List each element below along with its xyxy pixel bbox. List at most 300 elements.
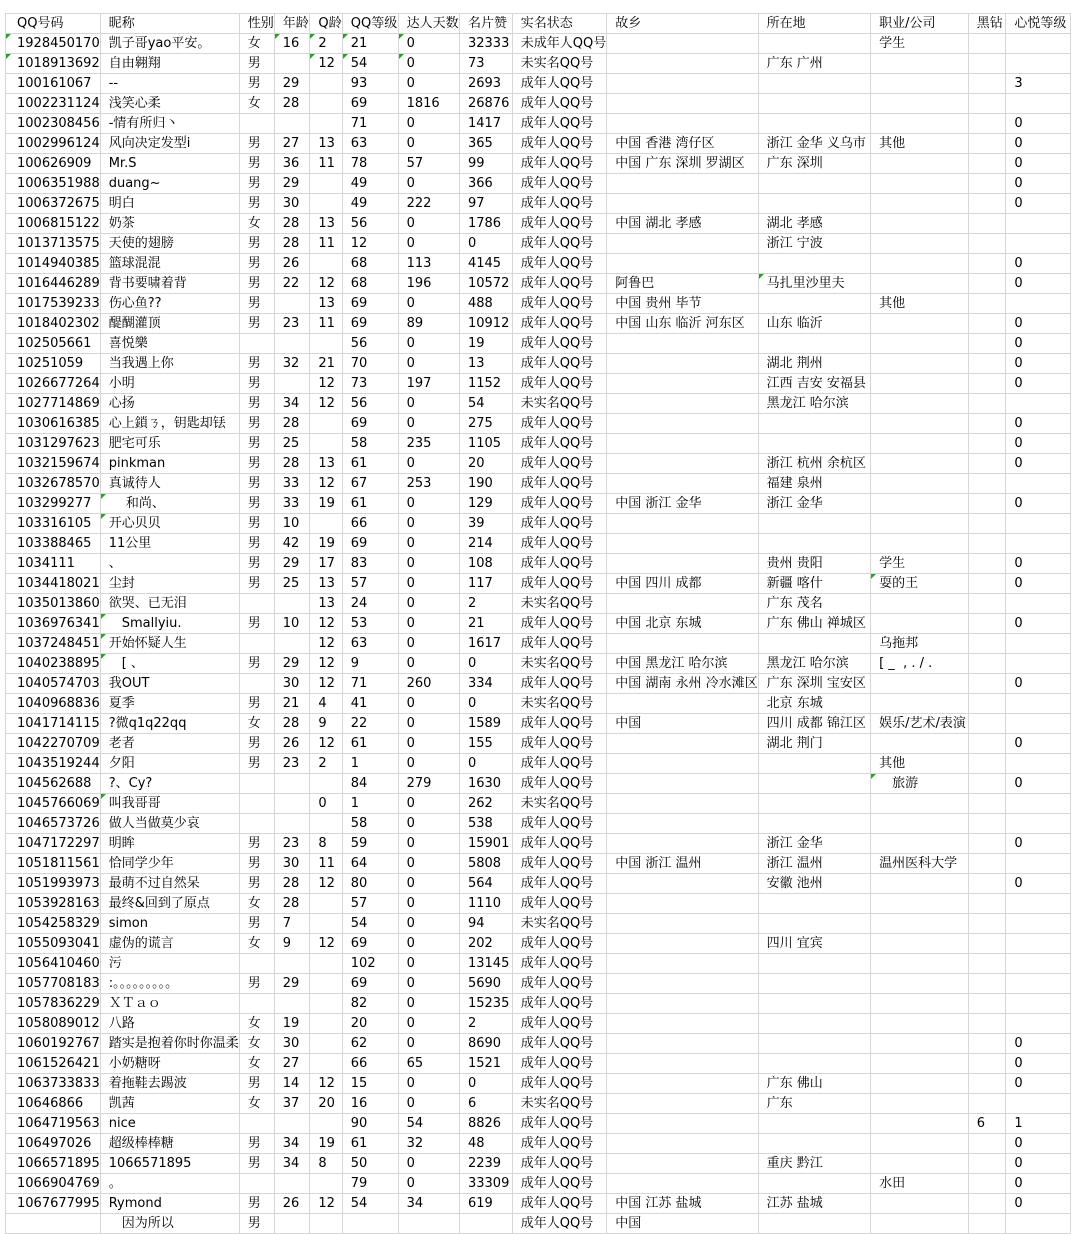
cell-gender[interactable]: 男 bbox=[239, 554, 274, 574]
cell-job[interactable]: 耍的王 bbox=[871, 574, 969, 594]
cell-qage[interactable] bbox=[310, 514, 342, 534]
cell-real[interactable]: 成年人QQ号 bbox=[512, 294, 606, 314]
cell-daren[interactable]: 0 bbox=[398, 1014, 459, 1034]
cell-daren[interactable]: 65 bbox=[398, 1054, 459, 1074]
cell-home[interactable]: 中国 bbox=[607, 1214, 758, 1234]
cell-loc[interactable] bbox=[758, 94, 870, 114]
cell-zan[interactable]: 2 bbox=[459, 1014, 512, 1034]
cell-hz[interactable] bbox=[968, 354, 1006, 374]
cell-xy[interactable]: 0 bbox=[1006, 874, 1071, 894]
cell-qq[interactable]: 1056410460 bbox=[6, 954, 101, 974]
cell-gender[interactable]: 男 bbox=[239, 914, 274, 934]
cell-home[interactable]: 中国 江苏 盐城 bbox=[607, 1194, 758, 1214]
cell-hz[interactable] bbox=[968, 54, 1006, 74]
cell-loc[interactable]: 广东 佛山 禅城区 bbox=[758, 614, 870, 634]
cell-qq[interactable]: 1054258329 bbox=[6, 914, 101, 934]
cell-hz[interactable] bbox=[968, 234, 1006, 254]
cell-age[interactable]: 30 bbox=[274, 854, 310, 874]
cell-real[interactable]: 未实名QQ号 bbox=[512, 1094, 606, 1114]
cell-gender[interactable]: 男 bbox=[239, 54, 274, 74]
cell-level[interactable]: 84 bbox=[342, 774, 398, 794]
cell-level[interactable]: 1 bbox=[342, 794, 398, 814]
cell-home[interactable] bbox=[607, 534, 758, 554]
cell-qage[interactable] bbox=[310, 74, 342, 94]
cell-real[interactable]: 成年人QQ号 bbox=[512, 114, 606, 134]
cell-qq[interactable]: 1060192767 bbox=[6, 1034, 101, 1054]
cell-real[interactable]: 成年人QQ号 bbox=[512, 1054, 606, 1074]
cell-daren[interactable]: 0 bbox=[398, 814, 459, 834]
cell-nick[interactable]: [ 、 bbox=[100, 654, 239, 674]
cell-nick[interactable]: 自由翱翔 bbox=[100, 54, 239, 74]
cell-daren[interactable]: 0 bbox=[398, 874, 459, 894]
cell-level[interactable]: 61 bbox=[342, 494, 398, 514]
cell-qq[interactable]: 1055093041 bbox=[6, 934, 101, 954]
cell-daren[interactable]: 222 bbox=[398, 194, 459, 214]
cell-loc[interactable]: 浙江 杭州 余杭区 bbox=[758, 454, 870, 474]
cell-daren[interactable]: 0 bbox=[398, 294, 459, 314]
cell-zan[interactable]: 0 bbox=[459, 694, 512, 714]
cell-xy[interactable]: 0 bbox=[1006, 674, 1071, 694]
cell-qage[interactable]: 13 bbox=[310, 454, 342, 474]
cell-loc[interactable]: 安徽 池州 bbox=[758, 874, 870, 894]
cell-qq[interactable]: 1041714115 bbox=[6, 714, 101, 734]
cell-job[interactable] bbox=[871, 434, 969, 454]
cell-real[interactable]: 成年人QQ号 bbox=[512, 934, 606, 954]
cell-gender[interactable]: 男 bbox=[239, 1134, 274, 1154]
cell-qq[interactable]: 1006372675 bbox=[6, 194, 101, 214]
cell-qage[interactable]: 8 bbox=[310, 1154, 342, 1174]
cell-job[interactable] bbox=[871, 194, 969, 214]
cell-age[interactable]: 37 bbox=[274, 1094, 310, 1114]
cell-home[interactable] bbox=[607, 694, 758, 714]
cell-qage[interactable]: 11 bbox=[310, 154, 342, 174]
cell-zan[interactable]: 6 bbox=[459, 1094, 512, 1114]
cell-hz[interactable] bbox=[968, 594, 1006, 614]
cell-xy[interactable]: 0 bbox=[1006, 554, 1071, 574]
cell-home[interactable] bbox=[607, 554, 758, 574]
cell-home[interactable] bbox=[607, 194, 758, 214]
cell-daren[interactable]: 0 bbox=[398, 134, 459, 154]
cell-job[interactable]: 娱乐/艺术/表演 bbox=[871, 714, 969, 734]
cell-home[interactable] bbox=[607, 374, 758, 394]
column-header-zan[interactable]: 名片赞 bbox=[459, 14, 512, 34]
cell-hz[interactable] bbox=[968, 814, 1006, 834]
cell-real[interactable]: 成年人QQ号 bbox=[512, 174, 606, 194]
cell-xy[interactable]: 0 bbox=[1006, 734, 1071, 754]
cell-daren[interactable]: 253 bbox=[398, 474, 459, 494]
cell-zan[interactable]: 97 bbox=[459, 194, 512, 214]
cell-zan[interactable]: 564 bbox=[459, 874, 512, 894]
cell-age[interactable]: 26 bbox=[274, 254, 310, 274]
cell-level[interactable]: 1 bbox=[342, 754, 398, 774]
cell-real[interactable]: 成年人QQ号 bbox=[512, 1114, 606, 1134]
cell-zan[interactable]: 2239 bbox=[459, 1154, 512, 1174]
cell-nick[interactable]: 做人当做莫少哀 bbox=[100, 814, 239, 834]
cell-level[interactable]: 73 bbox=[342, 374, 398, 394]
cell-home[interactable] bbox=[607, 754, 758, 774]
cell-xy[interactable]: 0 bbox=[1006, 1074, 1071, 1094]
cell-real[interactable]: 成年人QQ号 bbox=[512, 1074, 606, 1094]
cell-daren[interactable]: 0 bbox=[398, 74, 459, 94]
cell-level[interactable]: 63 bbox=[342, 134, 398, 154]
cell-daren[interactable]: 0 bbox=[398, 414, 459, 434]
cell-daren[interactable]: 0 bbox=[398, 754, 459, 774]
cell-age[interactable]: 26 bbox=[274, 734, 310, 754]
cell-daren[interactable]: 0 bbox=[398, 214, 459, 234]
cell-zan[interactable]: 1630 bbox=[459, 774, 512, 794]
cell-real[interactable]: 成年人QQ号 bbox=[512, 214, 606, 234]
cell-loc[interactable]: 江西 吉安 安福县 bbox=[758, 374, 870, 394]
cell-age[interactable] bbox=[274, 634, 310, 654]
cell-daren[interactable]: 0 bbox=[398, 994, 459, 1014]
cell-age[interactable]: 27 bbox=[274, 134, 310, 154]
cell-qage[interactable] bbox=[310, 954, 342, 974]
cell-job[interactable] bbox=[871, 454, 969, 474]
cell-job[interactable] bbox=[871, 174, 969, 194]
cell-job[interactable]: [ _ , . / . bbox=[871, 654, 969, 674]
cell-hz[interactable] bbox=[968, 1154, 1006, 1174]
cell-qage[interactable] bbox=[310, 894, 342, 914]
cell-home[interactable] bbox=[607, 414, 758, 434]
cell-age[interactable]: 28 bbox=[274, 714, 310, 734]
cell-hz[interactable] bbox=[968, 514, 1006, 534]
cell-level[interactable]: 62 bbox=[342, 1034, 398, 1054]
cell-real[interactable]: 成年人QQ号 bbox=[512, 554, 606, 574]
cell-level[interactable]: 41 bbox=[342, 694, 398, 714]
cell-zan[interactable]: 15901 bbox=[459, 834, 512, 854]
cell-daren[interactable]: 34 bbox=[398, 1194, 459, 1214]
cell-level[interactable]: 16 bbox=[342, 1094, 398, 1114]
cell-real[interactable]: 未实名QQ号 bbox=[512, 794, 606, 814]
cell-nick[interactable]: 老者 bbox=[100, 734, 239, 754]
cell-nick[interactable]: 明白 bbox=[100, 194, 239, 214]
cell-home[interactable] bbox=[607, 794, 758, 814]
cell-age[interactable] bbox=[274, 374, 310, 394]
cell-gender[interactable] bbox=[239, 1174, 274, 1194]
cell-zan[interactable]: 26876 bbox=[459, 94, 512, 114]
cell-qage[interactable]: 12 bbox=[310, 934, 342, 954]
cell-age[interactable]: 23 bbox=[274, 314, 310, 334]
cell-level[interactable]: 68 bbox=[342, 254, 398, 274]
cell-job[interactable] bbox=[871, 994, 969, 1014]
cell-nick[interactable]: nice bbox=[100, 1114, 239, 1134]
cell-home[interactable] bbox=[607, 434, 758, 454]
cell-qq[interactable]: 1057836229 bbox=[6, 994, 101, 1014]
cell-loc[interactable] bbox=[758, 174, 870, 194]
cell-loc[interactable] bbox=[758, 994, 870, 1014]
column-header-nick[interactable]: 昵称 bbox=[100, 14, 239, 34]
cell-qq[interactable]: 1040574703 bbox=[6, 674, 101, 694]
cell-xy[interactable]: 0 bbox=[1006, 154, 1071, 174]
cell-hz[interactable] bbox=[968, 334, 1006, 354]
cell-hz[interactable] bbox=[968, 1054, 1006, 1074]
cell-nick[interactable]: 真诚待人 bbox=[100, 474, 239, 494]
cell-level[interactable]: 69 bbox=[342, 974, 398, 994]
cell-hz[interactable] bbox=[968, 634, 1006, 654]
cell-xy[interactable] bbox=[1006, 94, 1071, 114]
cell-job[interactable] bbox=[871, 934, 969, 954]
cell-hz[interactable] bbox=[968, 854, 1006, 874]
cell-daren[interactable]: 0 bbox=[398, 914, 459, 934]
cell-loc[interactable]: 浙江 金华 bbox=[758, 834, 870, 854]
cell-level[interactable]: 69 bbox=[342, 294, 398, 314]
cell-zan[interactable]: 2693 bbox=[459, 74, 512, 94]
cell-age[interactable]: 9 bbox=[274, 934, 310, 954]
cell-xy[interactable] bbox=[1006, 634, 1071, 654]
cell-real[interactable]: 成年人QQ号 bbox=[512, 74, 606, 94]
cell-loc[interactable]: 广东 广州 bbox=[758, 54, 870, 74]
cell-loc[interactable] bbox=[758, 294, 870, 314]
cell-home[interactable] bbox=[607, 34, 758, 54]
cell-xy[interactable]: 0 bbox=[1006, 454, 1071, 474]
cell-job[interactable] bbox=[871, 334, 969, 354]
cell-age[interactable]: 36 bbox=[274, 154, 310, 174]
cell-age[interactable]: 30 bbox=[274, 194, 310, 214]
cell-qage[interactable]: 20 bbox=[310, 1094, 342, 1114]
cell-daren[interactable]: 0 bbox=[398, 634, 459, 654]
cell-age[interactable]: 25 bbox=[274, 434, 310, 454]
cell-loc[interactable]: 湖北 孝感 bbox=[758, 214, 870, 234]
cell-nick[interactable]: pinkman bbox=[100, 454, 239, 474]
cell-home[interactable] bbox=[607, 974, 758, 994]
cell-job[interactable] bbox=[871, 514, 969, 534]
cell-level[interactable]: 12 bbox=[342, 234, 398, 254]
cell-xy[interactable]: 0 bbox=[1006, 1154, 1071, 1174]
cell-job[interactable] bbox=[871, 734, 969, 754]
cell-hz[interactable] bbox=[968, 134, 1006, 154]
cell-qage[interactable]: 17 bbox=[310, 554, 342, 574]
cell-daren[interactable]: 1816 bbox=[398, 94, 459, 114]
cell-xy[interactable]: 0 bbox=[1006, 254, 1071, 274]
cell-age[interactable] bbox=[274, 794, 310, 814]
cell-hz[interactable] bbox=[968, 874, 1006, 894]
cell-loc[interactable]: 广东 bbox=[758, 1094, 870, 1114]
cell-qage[interactable]: 19 bbox=[310, 494, 342, 514]
cell-gender[interactable]: 男 bbox=[239, 874, 274, 894]
cell-real[interactable]: 成年人QQ号 bbox=[512, 674, 606, 694]
cell-nick[interactable]: 天使的翅膀 bbox=[100, 234, 239, 254]
cell-qage[interactable]: 13 bbox=[310, 214, 342, 234]
cell-gender[interactable]: 女 bbox=[239, 714, 274, 734]
cell-job[interactable] bbox=[871, 254, 969, 274]
cell-qq[interactable]: 1034111 bbox=[6, 554, 101, 574]
cell-level[interactable]: 69 bbox=[342, 414, 398, 434]
cell-loc[interactable]: 四川 宜宾 bbox=[758, 934, 870, 954]
cell-real[interactable]: 未实名QQ号 bbox=[512, 914, 606, 934]
cell-level[interactable]: 80 bbox=[342, 874, 398, 894]
cell-qage[interactable]: 4 bbox=[310, 694, 342, 714]
cell-xy[interactable]: 0 bbox=[1006, 334, 1071, 354]
cell-zan[interactable]: 0 bbox=[459, 234, 512, 254]
cell-hz[interactable] bbox=[968, 954, 1006, 974]
cell-real[interactable]: 未实名QQ号 bbox=[512, 394, 606, 414]
cell-hz[interactable] bbox=[968, 114, 1006, 134]
cell-age[interactable]: 27 bbox=[274, 1054, 310, 1074]
cell-loc[interactable] bbox=[758, 34, 870, 54]
cell-loc[interactable]: 黑龙江 哈尔滨 bbox=[758, 654, 870, 674]
cell-home[interactable] bbox=[607, 254, 758, 274]
cell-nick[interactable]: 背书要啸着背 bbox=[100, 274, 239, 294]
cell-daren[interactable]: 0 bbox=[398, 894, 459, 914]
cell-xy[interactable] bbox=[1006, 934, 1071, 954]
cell-zan[interactable]: 5690 bbox=[459, 974, 512, 994]
cell-qage[interactable]: 13 bbox=[310, 294, 342, 314]
cell-hz[interactable] bbox=[968, 1074, 1006, 1094]
cell-job[interactable] bbox=[871, 674, 969, 694]
cell-job[interactable] bbox=[871, 894, 969, 914]
cell-level[interactable]: 54 bbox=[342, 54, 398, 74]
cell-hz[interactable] bbox=[968, 614, 1006, 634]
cell-job[interactable] bbox=[871, 594, 969, 614]
cell-job[interactable] bbox=[871, 234, 969, 254]
cell-gender[interactable]: 男 bbox=[239, 414, 274, 434]
cell-job[interactable] bbox=[871, 1134, 969, 1154]
cell-job[interactable] bbox=[871, 814, 969, 834]
cell-level[interactable]: 54 bbox=[342, 914, 398, 934]
cell-home[interactable]: 中国 北京 东城 bbox=[607, 614, 758, 634]
cell-gender[interactable]: 男 bbox=[239, 314, 274, 334]
cell-xy[interactable] bbox=[1006, 514, 1071, 534]
cell-hz[interactable] bbox=[968, 534, 1006, 554]
cell-home[interactable] bbox=[607, 454, 758, 474]
cell-job[interactable] bbox=[871, 74, 969, 94]
cell-nick[interactable]: Smallyiu. bbox=[100, 614, 239, 634]
cell-nick[interactable]: 凯子哥yao平安。 bbox=[100, 34, 239, 54]
cell-loc[interactable]: 黑龙江 哈尔滨 bbox=[758, 394, 870, 414]
cell-nick[interactable]: 尘封 bbox=[100, 574, 239, 594]
cell-zan[interactable]: 190 bbox=[459, 474, 512, 494]
cell-loc[interactable]: 湖北 荆门 bbox=[758, 734, 870, 754]
cell-home[interactable] bbox=[607, 114, 758, 134]
cell-qq[interactable]: 1037248451 bbox=[6, 634, 101, 654]
cell-loc[interactable] bbox=[758, 1054, 870, 1074]
cell-hz[interactable] bbox=[968, 994, 1006, 1014]
cell-loc[interactable]: 贵州 贵阳 bbox=[758, 554, 870, 574]
cell-level[interactable]: 70 bbox=[342, 354, 398, 374]
cell-nick[interactable]: 夕阳 bbox=[100, 754, 239, 774]
cell-gender[interactable]: 男 bbox=[239, 1074, 274, 1094]
cell-xy[interactable] bbox=[1006, 214, 1071, 234]
cell-nick[interactable]: 心上鎖ㄋ，钥匙却铥 bbox=[100, 414, 239, 434]
cell-qage[interactable]: 12 bbox=[310, 654, 342, 674]
cell-qq[interactable]: 1043519244 bbox=[6, 754, 101, 774]
cell-nick[interactable]: 我OUT bbox=[100, 674, 239, 694]
cell-zan[interactable]: 538 bbox=[459, 814, 512, 834]
cell-qq[interactable]: 1051993973 bbox=[6, 874, 101, 894]
cell-daren[interactable]: 0 bbox=[398, 974, 459, 994]
cell-hz[interactable] bbox=[968, 74, 1006, 94]
cell-home[interactable] bbox=[607, 394, 758, 414]
cell-home[interactable] bbox=[607, 954, 758, 974]
cell-daren[interactable] bbox=[398, 1214, 459, 1234]
cell-level[interactable]: 69 bbox=[342, 934, 398, 954]
cell-age[interactable]: 28 bbox=[274, 214, 310, 234]
cell-loc[interactable] bbox=[758, 914, 870, 934]
cell-job[interactable] bbox=[871, 1154, 969, 1174]
cell-level[interactable]: 66 bbox=[342, 1054, 398, 1074]
cell-home[interactable] bbox=[607, 174, 758, 194]
cell-xy[interactable]: 0 bbox=[1006, 834, 1071, 854]
cell-gender[interactable]: 女 bbox=[239, 214, 274, 234]
cell-daren[interactable]: 0 bbox=[398, 1154, 459, 1174]
cell-hz[interactable] bbox=[968, 914, 1006, 934]
cell-hz[interactable] bbox=[968, 1134, 1006, 1154]
cell-zan[interactable]: 202 bbox=[459, 934, 512, 954]
cell-nick[interactable]: 浅笑心柔 bbox=[100, 94, 239, 114]
cell-gender[interactable] bbox=[239, 674, 274, 694]
cell-real[interactable]: 成年人QQ号 bbox=[512, 94, 606, 114]
cell-hz[interactable] bbox=[968, 774, 1006, 794]
cell-loc[interactable] bbox=[758, 414, 870, 434]
cell-zan[interactable]: 13145 bbox=[459, 954, 512, 974]
cell-job[interactable] bbox=[871, 1074, 969, 1094]
cell-daren[interactable]: 0 bbox=[398, 34, 459, 54]
cell-level[interactable]: 22 bbox=[342, 714, 398, 734]
cell-zan[interactable]: 108 bbox=[459, 554, 512, 574]
cell-job[interactable] bbox=[871, 314, 969, 334]
cell-loc[interactable] bbox=[758, 894, 870, 914]
cell-loc[interactable] bbox=[758, 254, 870, 274]
cell-age[interactable] bbox=[274, 594, 310, 614]
cell-level[interactable]: 56 bbox=[342, 214, 398, 234]
cell-xy[interactable]: 0 bbox=[1006, 574, 1071, 594]
cell-qq[interactable]: 100161067 bbox=[6, 74, 101, 94]
cell-real[interactable]: 成年人QQ号 bbox=[512, 994, 606, 1014]
cell-age[interactable]: 28 bbox=[274, 94, 310, 114]
cell-level[interactable]: 20 bbox=[342, 1014, 398, 1034]
cell-hz[interactable] bbox=[968, 394, 1006, 414]
cell-zan[interactable]: 99 bbox=[459, 154, 512, 174]
cell-gender[interactable]: 男 bbox=[239, 154, 274, 174]
cell-hz[interactable] bbox=[968, 94, 1006, 114]
cell-hz[interactable] bbox=[968, 734, 1006, 754]
cell-zan[interactable]: 1521 bbox=[459, 1054, 512, 1074]
cell-nick[interactable]: 心扬 bbox=[100, 394, 239, 414]
cell-loc[interactable]: 福建 泉州 bbox=[758, 474, 870, 494]
cell-real[interactable]: 成年人QQ号 bbox=[512, 1014, 606, 1034]
cell-daren[interactable]: 0 bbox=[398, 514, 459, 534]
cell-job[interactable] bbox=[871, 114, 969, 134]
cell-job[interactable] bbox=[871, 54, 969, 74]
cell-home[interactable] bbox=[607, 1054, 758, 1074]
cell-daren[interactable]: 113 bbox=[398, 254, 459, 274]
cell-gender[interactable]: 男 bbox=[239, 254, 274, 274]
cell-zan[interactable]: 155 bbox=[459, 734, 512, 754]
cell-age[interactable]: 14 bbox=[274, 1074, 310, 1094]
cell-loc[interactable] bbox=[758, 794, 870, 814]
cell-level[interactable]: 66 bbox=[342, 514, 398, 534]
cell-real[interactable]: 成年人QQ号 bbox=[512, 1154, 606, 1174]
cell-daren[interactable]: 0 bbox=[398, 714, 459, 734]
cell-nick[interactable]: 凯茜 bbox=[100, 1094, 239, 1114]
cell-gender[interactable] bbox=[239, 634, 274, 654]
column-header-qq[interactable]: QQ号码 bbox=[6, 14, 101, 34]
cell-job[interactable]: 温州医科大学 bbox=[871, 854, 969, 874]
cell-qq[interactable]: 1006815122 bbox=[6, 214, 101, 234]
cell-job[interactable] bbox=[871, 794, 969, 814]
cell-job[interactable]: 学生 bbox=[871, 554, 969, 574]
cell-zan[interactable]: 1617 bbox=[459, 634, 512, 654]
cell-zan[interactable]: 8690 bbox=[459, 1034, 512, 1054]
cell-home[interactable] bbox=[607, 894, 758, 914]
cell-zan[interactable]: 20 bbox=[459, 454, 512, 474]
cell-xy[interactable] bbox=[1006, 34, 1071, 54]
cell-zan[interactable]: 334 bbox=[459, 674, 512, 694]
cell-level[interactable]: 69 bbox=[342, 534, 398, 554]
column-header-xy[interactable]: 心悦等级 bbox=[1006, 14, 1071, 34]
cell-loc[interactable]: 新疆 喀什 bbox=[758, 574, 870, 594]
cell-qq[interactable]: 1058089012 bbox=[6, 1014, 101, 1034]
